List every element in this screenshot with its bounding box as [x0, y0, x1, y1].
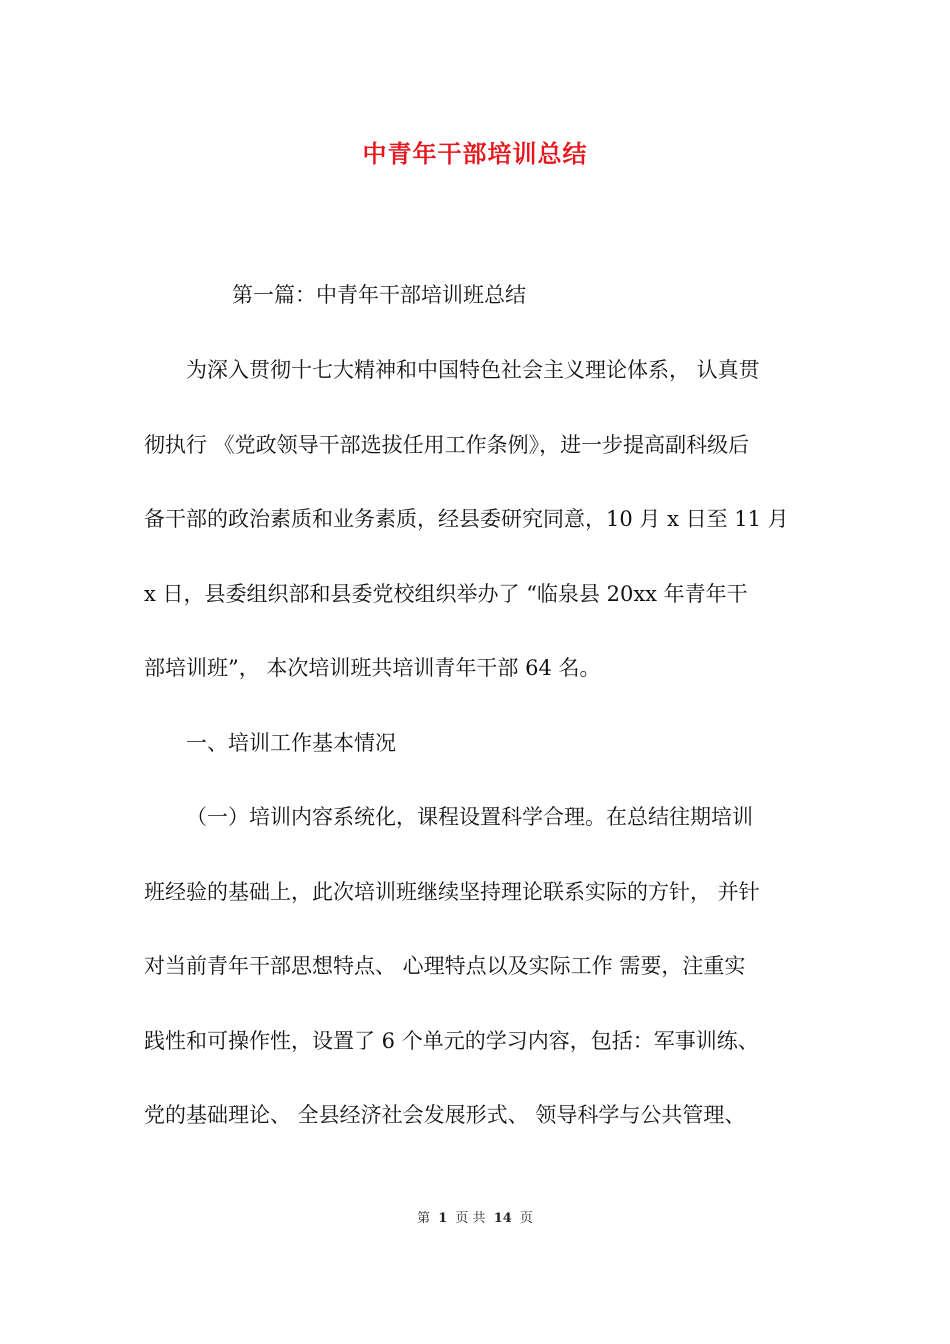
paragraph-line: x 日，县委组织部和县委党校组织举办了 “临泉县 20xx 年青年干 [144, 582, 748, 606]
paragraph-line: （一）培训内容系统化，课程设置科学合理。在总结往期培训 [186, 805, 753, 829]
paragraph-line: 班经验的基础上，此次培训班继续坚持理论联系实际的方针， 并针 [144, 880, 760, 904]
section-heading-basic-situation: 一、培训工作基本情况 [186, 731, 396, 755]
paragraph-line: 对当前青年干部思想特点、 心理特点以及实际工作 需要，注重实 [144, 954, 746, 978]
page-footer [0, 1209, 950, 1229]
current-page-number: 1 [438, 1211, 448, 1226]
footer-middle: 页 共 [455, 1211, 486, 1226]
paragraph-line: 践性和可操作性，设置了 6 个单元的学习内容，包括：军事训练、 [144, 1029, 759, 1053]
section-heading-first-article: 第一篇：中青年干部培训班总结 [232, 283, 526, 307]
total-page-count: 14 [493, 1211, 512, 1226]
paragraph-line: 备干部的政治素质和业务素质，经县委研究同意，10 月 x 日至 11 月 [144, 507, 789, 531]
footer-suffix: 页 [519, 1211, 533, 1226]
document-title: 中青年干部培训总结 [362, 139, 588, 168]
footer-prefix: 第 [417, 1211, 431, 1226]
paragraph-line: 部培训班”， 本次培训班共培训青年干部 64 名。 [144, 656, 601, 680]
paragraph-line: 党的基础理论、 全县经济社会发展形式、 领导科学与公共管理、 [144, 1103, 746, 1127]
paragraph-line: 为深入贯彻十七大精神和中国特色社会主义理论体系， 认真贯 [186, 358, 760, 382]
paragraph-line: 彻执行 《党政领导干部选拔任用工作条例》，进一步提高副科级后 [144, 433, 750, 457]
